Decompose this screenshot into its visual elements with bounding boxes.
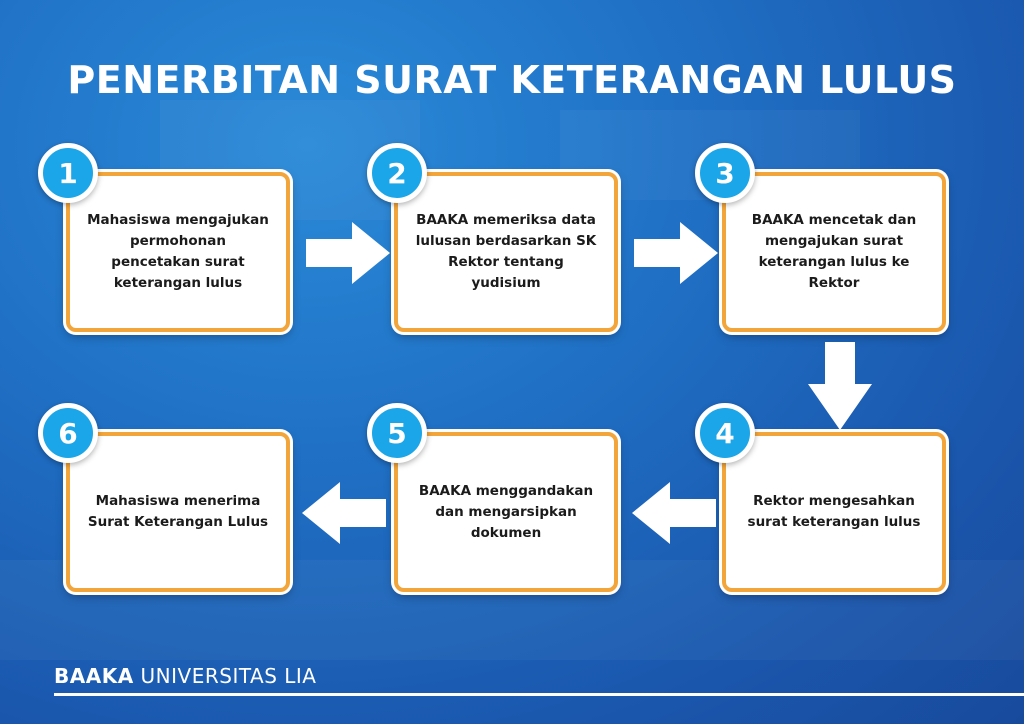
- step-card-3: [722, 172, 946, 332]
- step-number-badge: 5: [367, 403, 427, 463]
- step-card-1: [66, 172, 290, 332]
- footer-brand: [54, 664, 316, 688]
- step-text: BAAKA mencetak dan mengajukan surat keterangan lulus ke Rektor: [751, 212, 917, 291]
- step-card-2: [394, 172, 618, 332]
- footer-brand-bold: BAAKA: [54, 664, 134, 688]
- step-number-badge: 4: [695, 403, 755, 463]
- arrow-left-icon: [302, 482, 386, 544]
- step-number-badge: 1: [38, 143, 98, 203]
- step-text: BAAKA menggandakan dan mengarsipkan dokumen: [418, 482, 594, 541]
- step-text: BAAKA memeriksa data lulusan berdasarkan SK Rektor tentang yudisium: [415, 212, 597, 291]
- page-title: PENERBITAN SURAT KETERANGAN LULUS: [67, 58, 957, 102]
- footer-org-name: UNIVERSITAS LIA: [140, 664, 317, 688]
- step-number-badge: 2: [367, 143, 427, 203]
- step-text: Rektor mengesahkan surat keterangan lulus: [747, 493, 921, 530]
- step-number-badge: 6: [38, 403, 98, 463]
- step-card-6: [66, 432, 290, 592]
- step-text: Mahasiswa menerima Surat Keterangan Lulus: [87, 493, 269, 530]
- arrow-right-icon: [634, 222, 718, 284]
- step-card-4: [722, 432, 946, 592]
- step-number-badge: 3: [695, 143, 755, 203]
- arrow-right-icon: [306, 222, 390, 284]
- footer-divider: [54, 693, 1024, 696]
- arrow-down-icon: [808, 342, 872, 430]
- step-card-5: [394, 432, 618, 592]
- arrow-left-icon: [632, 482, 716, 544]
- step-text: Mahasiswa mengajukan permohonan pencetakan surat keterangan lulus: [87, 212, 269, 291]
